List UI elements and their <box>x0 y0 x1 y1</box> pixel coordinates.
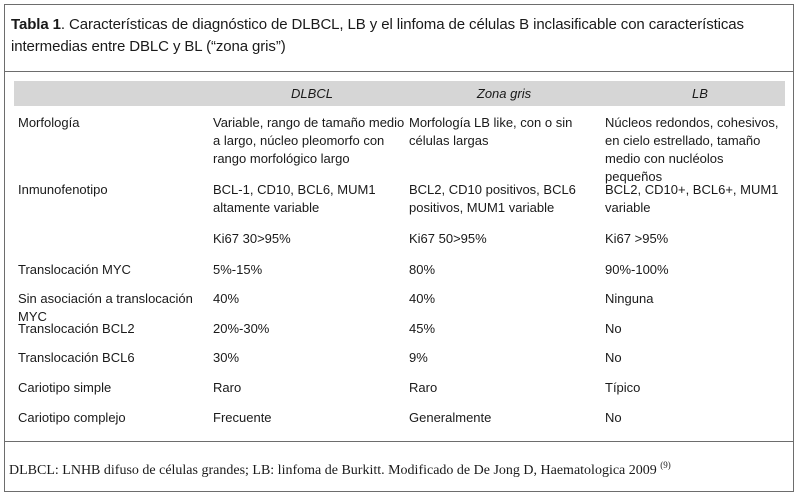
divider-bottom <box>5 441 793 442</box>
table-cell: Translocación MYC <box>18 262 131 277</box>
table-cell: Inmunofenotipo <box>18 182 108 197</box>
table-caption <box>11 14 791 58</box>
table-cell: No <box>605 321 622 336</box>
table-header <box>14 81 785 106</box>
table-cell: Cariotipo simple <box>18 380 112 395</box>
header-empty <box>18 81 208 106</box>
table-cell: 40% <box>213 291 240 306</box>
table-cell: Sin asociación a translocación MYC <box>18 291 193 324</box>
table-cell: Típico <box>605 380 641 395</box>
table-cell: 40% <box>409 291 436 306</box>
table-cell: BCL-1, CD10, BCL6, MUM1 altamente variable <box>213 182 376 215</box>
table-cell: Ki67 50>95% <box>409 231 487 246</box>
footnote-reference: (9) <box>660 460 671 470</box>
table-cell: Translocación BCL2 <box>18 321 135 336</box>
table-cell: No <box>605 350 622 365</box>
table-cell: Ki67 30>95% <box>213 231 291 246</box>
footnote-text: DLBCL: LNHB difuso de células grandes; LB: linfoma de Burkitt. Modificado de De Jong D, Haematologica 2009 <box>9 463 661 478</box>
table-cell: Raro <box>409 380 438 395</box>
table-cell: 30% <box>213 350 240 365</box>
table-cell: Frecuente <box>213 410 272 425</box>
table-cell: Ninguna <box>605 291 654 306</box>
table-cell: Variable, rango de tamaño medio a largo, núcleo pleomorfo con rango morfológico largo <box>213 115 405 166</box>
table-cell: Morfología LB like, con o sin células largas <box>409 115 573 148</box>
table-cell: Cariotipo complejo <box>18 410 126 425</box>
divider-top <box>5 71 793 72</box>
table-cell: Translocación BCL6 <box>18 350 135 365</box>
table-cell: Generalmente <box>409 410 492 425</box>
table-cell: Morfología <box>18 115 80 130</box>
table-cell: 90%-100% <box>605 262 669 277</box>
table-cell: Ki67 >95% <box>605 231 669 246</box>
caption-label: Tabla 1 <box>11 16 61 33</box>
table-frame <box>4 4 794 492</box>
table-cell: Raro <box>213 380 242 395</box>
table-cell: BCL2, CD10 positivos, BCL6 positivos, MUM1 variable <box>409 182 576 215</box>
header-zona-gris: Zona gris <box>476 86 532 101</box>
table-cell: 5%-15% <box>213 262 263 277</box>
table-cell: 20%-30% <box>213 321 270 336</box>
table-cell: No <box>605 410 622 425</box>
table-cell: Núcleos redondos, cohesivos, en cielo estrellado, tamaño medio con nucléolos pequeños <box>605 115 779 184</box>
header-lb: LB <box>692 86 708 101</box>
caption-text: . Características de diagnóstico de DLBCL, LB y el linfoma de células B inclasificable con características intermedias entre DBLC y BL (“zona gris”) <box>11 16 744 55</box>
header-dlbcl: DLBCL <box>291 86 333 101</box>
table-cell: BCL2, CD10+, BCL6+, MUM1 variable <box>605 182 779 215</box>
table-cell: 80% <box>409 262 436 277</box>
table-footnote <box>9 456 789 480</box>
table-cell: 9% <box>409 350 428 365</box>
table-cell: 45% <box>409 321 436 336</box>
